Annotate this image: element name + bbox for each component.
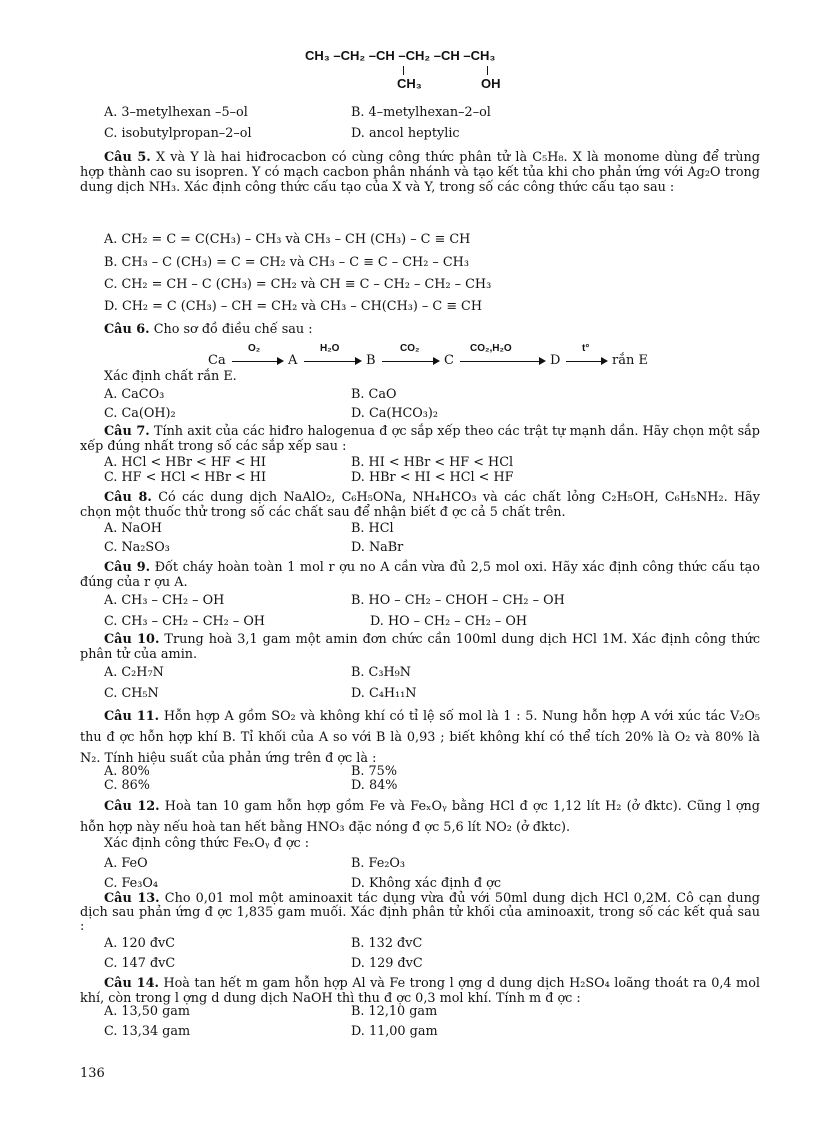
q12-ask: Xác định công thức FeₓOᵧ đ ợc :: [104, 836, 310, 851]
scheme-node-d: D: [550, 353, 561, 368]
q13-option-a: A. 120 đvC: [104, 936, 176, 951]
q10-option-a: A. C₂H₇N: [104, 665, 164, 680]
q9-option-d: D. HO – CH₂ – CH₂ – OH: [370, 614, 528, 629]
q14-question: [80, 976, 760, 1006]
scheme-reagent-4: CO₂,H₂O: [470, 343, 512, 354]
q11-label: Câu 11.: [104, 709, 160, 724]
q11-text: Hỗn hợp A gồm SO₂ và không khí có tỉ lệ số mol là 1 : 5. Nung hỗn hợp A với xúc tác V₂O₅ thu đ ợc hỗn hợp khí B. Tỉ khối của A so với B là 0,93 ; biết không khí có thể tích 20% là O₂ và 80% là N₂. Tính hiệu suất của phản ứng trên đ ợc là :: [80, 709, 761, 766]
q13-option-c: C. 147 đvC: [104, 956, 176, 971]
q8-option-d: D. NaBr: [351, 540, 404, 555]
scheme-reagent-2: H₂O: [320, 343, 340, 354]
q8-option-a: A. NaOH: [104, 521, 162, 536]
q12-label: Câu 12.: [104, 799, 160, 814]
q7-option-a: A. HCl < HBr < HF < HI: [104, 455, 266, 470]
q10-text: Trung hoà 3,1 gam một amin đơn chức cần 100ml dung dịch HCl 1M. Xác định công thức phân tử của amin.: [80, 632, 761, 662]
q12-question: [80, 796, 760, 838]
formula-main-chain: CH₃ –CH₂ –CH –CH₂ –CH –CH₃: [305, 48, 496, 63]
q5-option-c: C. CH₂ = CH – C (CH₃) = CH₂ và CH ≡ C – CH₂ – CH₂ – CH₃: [104, 277, 492, 292]
scheme-arrow: [460, 361, 544, 362]
q5-question: [80, 150, 760, 195]
formula-bond: [403, 66, 404, 75]
q4-option-b: B. 4–metylhexan–2–ol: [351, 105, 491, 120]
formula-bond: [487, 66, 488, 75]
reaction-scheme: [208, 341, 668, 371]
q4-option-c: C. isobutylpropan–2–ol: [104, 126, 252, 141]
q7-option-c: C. HF < HCl < HBr < HI: [104, 470, 267, 485]
q13-text: Cho 0,01 mol một aminoaxit tác dụng vừa đủ với 50ml dung dịch HCl 0,2M. Cô cạn dung dịch sau phản ứng đ ợc 1,835 gam muối. Xác định phân tử khối của aminoaxit, trong số các kết quả sau :: [80, 891, 761, 934]
q9-option-a: A. CH₃ – CH₂ – OH: [104, 593, 225, 608]
q8-option-b: B. HCl: [351, 521, 394, 536]
q4-option-d: D. ancol heptylic: [351, 126, 460, 141]
q11-option-d: D. 84%: [351, 778, 398, 793]
formula-branch-hydroxyl: OH: [481, 76, 501, 91]
scheme-arrow: [566, 361, 606, 362]
scheme-node-ca: Ca: [208, 353, 226, 368]
scheme-node-b: B: [366, 353, 376, 368]
q9-label: Câu 9.: [104, 560, 151, 575]
q8-label: Câu 8.: [104, 490, 152, 505]
q9-option-b: B. HO – CH₂ – CHOH – CH₂ – OH: [351, 593, 565, 608]
scheme-node-a: A: [288, 353, 298, 368]
scheme-reagent-5: t°: [582, 343, 590, 354]
q9-option-c: C. CH₃ – CH₂ – CH₂ – OH: [104, 614, 265, 629]
q9-question: [80, 560, 760, 590]
q13-option-d: D. 129 đvC: [351, 956, 423, 971]
q8-text: Có các dung dịch NaAlO₂, C₆H₅ONa, NH₄HCO₃ và các chất lỏng C₂H₅OH, C₆H₅NH₂. Hãy chọn một thuốc thử trong số các chất sau để nhận biết đ ợc cả 5 chất trên.: [80, 490, 760, 520]
scheme-node-c: C: [444, 353, 454, 368]
scheme-reagent-1: O₂: [248, 343, 261, 354]
q5-option-b: B. CH₃ – C (CH₃) = C = CH₂ và CH₃ – C ≡ C – CH₂ – CH₃: [104, 255, 469, 270]
q14-option-d: D. 11,00 gam: [351, 1024, 438, 1039]
q12-text: Hoà tan 10 gam hỗn hợp gồm Fe và FeₓOᵧ bằng HCl đ ợc 1,12 lít H₂ (ở đktc). Cũng l ợng hỗn hợp này nếu hoà tan hết bằng HNO₃ đặc nóng đ ợc 5,6 lít NO₂ (ở đktc).: [80, 799, 760, 835]
q11-option-a: A. 80%: [104, 764, 150, 779]
structural-formula: [305, 48, 585, 96]
q12-option-a: A. FeO: [104, 856, 148, 871]
scheme-arrow: [304, 361, 360, 362]
q14-option-b: B. 12,10 gam: [351, 1004, 438, 1019]
formula-branch-methyl: CH₃: [397, 76, 422, 91]
q10-option-c: C. CH₅N: [104, 686, 159, 701]
q10-option-d: D. C₄H₁₁N: [351, 686, 417, 701]
q6-text: Cho sơ đồ điều chế sau :: [153, 322, 313, 337]
scheme-arrow: [382, 361, 438, 362]
q10-option-b: B. C₃H₉N: [351, 665, 411, 680]
q11-option-b: B. 75%: [351, 764, 397, 779]
q11-question: [80, 706, 760, 769]
q13-label: Câu 13.: [104, 891, 160, 906]
q13-option-b: B. 132 đvC: [351, 936, 423, 951]
scheme-reagent-3: CO₂: [400, 343, 420, 354]
q5-option-d: D. CH₂ = C (CH₃) – CH = CH₂ và CH₃ – CH(CH₃) – C ≡ CH: [104, 299, 482, 314]
scheme-arrow: [232, 361, 282, 362]
q6-question: [104, 322, 313, 338]
q8-question: [80, 490, 760, 520]
q11-option-c: C. 86%: [104, 778, 150, 793]
q8-option-c: C. Na₂SO₃: [104, 540, 170, 555]
q6-option-b: B. CaO: [351, 387, 397, 402]
q6-ask: Xác định chất rắn E.: [104, 369, 237, 384]
q5-label: Câu 5.: [104, 150, 151, 165]
q14-label: Câu 14.: [104, 976, 159, 991]
q5-option-a: A. CH₂ = C = C(CH₃) – CH₃ và CH₃ – CH (CH₃) – C ≡ CH: [104, 232, 471, 247]
q7-option-d: D. HBr < HI < HCl < HF: [351, 470, 514, 485]
q10-question: [80, 632, 760, 662]
q7-question: [80, 424, 760, 454]
q12-option-d: D. Không xác định đ ợc: [351, 876, 501, 891]
q10-label: Câu 10.: [104, 632, 160, 647]
q14-option-a: A. 13,50 gam: [104, 1004, 191, 1019]
q14-text: Hoà tan hết m gam hỗn hợp Al và Fe trong l ợng d dung dịch H₂SO₄ loãng thoát ra 0,4 mol khí, còn trong l ợng d dung dịch NaOH thì thu đ ợc 0,3 mol khí. Tính m đ ợc :: [80, 976, 760, 1006]
q7-label: Câu 7.: [104, 424, 150, 439]
q6-option-a: A. CaCO₃: [104, 387, 165, 402]
q7-option-b: B. HI < HBr < HF < HCl: [351, 455, 514, 470]
q6-option-d: D. Ca(HCO₃)₂: [351, 406, 439, 421]
q13-question: [80, 892, 760, 934]
q6-label: Câu 6.: [104, 322, 150, 337]
q14-option-c: C. 13,34 gam: [104, 1024, 191, 1039]
q12-option-b: B. Fe₂O₃: [351, 856, 406, 871]
q5-text: X và Y là hai hiđrocacbon có cùng công thức phân tử là C₅H₈. X là monome dùng để trùng hợp thành cao su isopren. Y có mạch cacbon phân nhánh và tạo kết tủa khi cho phản ứng với Ag₂O trong dung dịch NH₃. Xác định công thức cấu tạo của X và Y, trong số các công thức cấu tạo sau :: [80, 150, 760, 195]
q4-option-a: A. 3–metylhexan –5–ol: [104, 105, 248, 120]
scheme-node-e: rắn E: [612, 353, 648, 368]
q9-text: Đốt cháy hoàn toàn 1 mol r ợu no A cần vừa đủ 2,5 mol oxi. Hãy xác định công thức cấu tạo đúng của r ợu A.: [80, 560, 760, 590]
q12-option-c: C. Fe₃O₄: [104, 876, 158, 891]
page-number: 136: [80, 1066, 105, 1081]
q7-text: Tính axit của các hiđro halogenua đ ợc sắp xếp theo các trật tự mạnh dần. Hãy chọn một sắp xếp đúng nhất trong số các sắp xếp sau :: [80, 424, 760, 454]
q6-option-c: C. Ca(OH)₂: [104, 406, 176, 421]
